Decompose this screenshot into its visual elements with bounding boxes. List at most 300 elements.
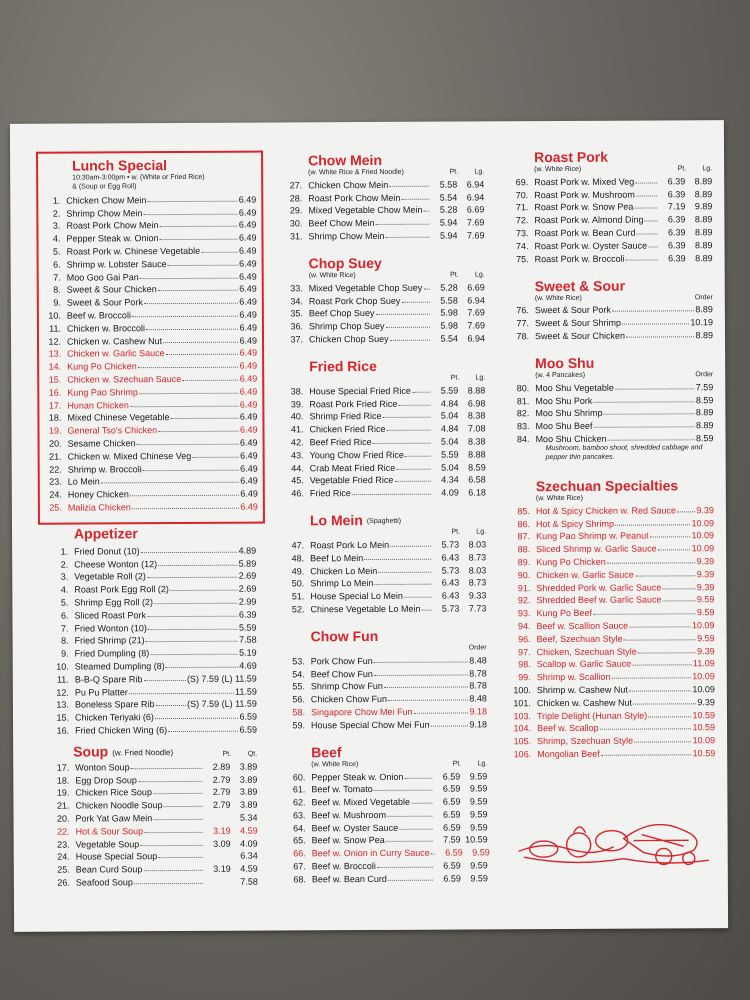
leader-dots (163, 341, 238, 342)
leader-dots (635, 575, 696, 576)
item-name: Sweet & Sour Pork (534, 305, 611, 316)
item-price: 6.49 (238, 194, 257, 205)
item-number: 91. (517, 582, 531, 593)
menu-item-row[interactable] (273, 305, 485, 319)
section-subheader (275, 759, 487, 769)
item-name: Boneless Spare Rib (74, 699, 155, 710)
leader-dots (144, 832, 202, 833)
item-price-large: 8.38 (468, 436, 486, 447)
sweet-sour-section (499, 277, 713, 342)
leader-dots (658, 549, 691, 550)
menu-item-row[interactable] (40, 823, 258, 837)
item-name: Sliced Roast Pork (74, 609, 147, 621)
leader-dots (650, 537, 691, 538)
menu-item-row[interactable] (275, 678, 487, 692)
item-price: 6.49 (238, 219, 257, 231)
item-number: 25. (49, 502, 62, 513)
item-price: 8.89 (695, 330, 714, 341)
section-sub: (w. 4 Pancakes) (535, 371, 586, 380)
menu-item-row[interactable] (274, 562, 486, 576)
menu-item-row[interactable] (498, 212, 712, 226)
menu-item-row[interactable] (499, 302, 713, 316)
menu-item-row[interactable] (274, 588, 486, 602)
menu-item-row[interactable] (501, 643, 715, 657)
item-name: Beef w. Mushroom (311, 809, 387, 821)
item-number: 24. (49, 489, 62, 500)
menu-item-row[interactable] (501, 669, 715, 683)
menu-item-row[interactable] (276, 819, 488, 833)
menu-item-row[interactable] (273, 279, 485, 293)
menu-item-row[interactable] (274, 485, 486, 499)
menu-item-row[interactable] (39, 268, 257, 282)
menu-item-row[interactable] (39, 371, 257, 385)
leader-dots (132, 508, 239, 510)
fried-rice-section (273, 357, 486, 498)
menu-item-row[interactable] (274, 537, 486, 551)
menu-item-row[interactable] (39, 422, 257, 436)
menu-item-row[interactable] (40, 874, 258, 888)
item-price: 2.69 (238, 570, 257, 582)
menu-item-row[interactable] (40, 861, 258, 875)
menu-item-row[interactable] (501, 694, 715, 708)
menu-item-row[interactable] (274, 459, 486, 473)
item-name: Scallop w. Garlic Sauce (536, 658, 632, 670)
item-name: Beef w. Scallion Sauce (536, 620, 629, 632)
item-number: 19. (48, 425, 62, 436)
item-name: Triple Delight (Hunan Style) (536, 710, 648, 721)
item-price-small: 2.89 (212, 761, 231, 772)
right-column (498, 148, 715, 759)
menu-item-row[interactable] (499, 379, 713, 393)
leader-dots (147, 615, 238, 616)
item-name: Roast Pork Chow Mein (308, 192, 401, 203)
menu-item-row[interactable] (275, 652, 487, 666)
item-price: 11.09 (692, 658, 715, 669)
item-price-large: 9.33 (468, 590, 487, 601)
menu-item-row[interactable] (275, 794, 487, 808)
menu-item-row[interactable] (39, 384, 257, 398)
menu-item-row[interactable] (39, 810, 257, 824)
menu-item-row[interactable] (39, 294, 257, 308)
leader-dots (130, 495, 239, 497)
item-name: Beef w. Tomato (311, 784, 373, 795)
menu-item-row[interactable] (272, 215, 484, 229)
item-number: 78. (516, 331, 530, 342)
item-name: House Special Lo Mein (310, 590, 403, 602)
item-name: Sweet & Sour Shrimp (534, 317, 622, 329)
item-name: Mixed Vegetable Chow Mein (308, 205, 423, 216)
menu-item-row[interactable] (274, 434, 486, 448)
menu-item-row[interactable] (501, 745, 715, 759)
menu-item-row[interactable] (40, 448, 258, 462)
menu-item-row[interactable] (40, 473, 258, 487)
item-price-large: 8.03 (468, 539, 487, 550)
menu-item-row[interactable] (39, 658, 257, 672)
menu-item-row[interactable] (39, 722, 257, 736)
item-number: 53. (292, 656, 305, 667)
menu-item-row[interactable] (38, 581, 256, 595)
menu-item-row[interactable] (500, 605, 714, 619)
menu-item-row[interactable] (500, 579, 714, 593)
item-price-large: 8.89 (694, 239, 713, 251)
menu-item-row[interactable] (273, 318, 485, 332)
menu-item-row[interactable] (39, 396, 257, 410)
leader-dots (164, 806, 203, 807)
menu-item-row[interactable] (39, 683, 257, 697)
spacer (404, 168, 432, 177)
menu-item-row[interactable] (276, 870, 488, 884)
item-number: 5. (60, 597, 69, 608)
item-number: 5. (53, 246, 61, 257)
leader-dots (147, 577, 238, 578)
item-name: Fried Donut (10) (74, 545, 140, 557)
item-price-large: 7.69 (466, 230, 485, 241)
item-name: Roast Pork Chow Mein (66, 220, 159, 231)
section-title: Chop Suey (308, 254, 382, 272)
leader-dots (414, 712, 469, 713)
item-price: 9.18 (469, 706, 487, 717)
item-name: Shrimp w. Lobster Sauce (66, 258, 167, 270)
menu-item-row[interactable] (39, 332, 257, 346)
item-price-small: 7.19 (667, 201, 686, 212)
menu-item-row[interactable] (272, 176, 484, 190)
menu-item-row[interactable] (272, 189, 484, 203)
item-name: Chicken w. Garlic Sauce (536, 569, 634, 580)
menu-item-row[interactable] (40, 835, 258, 849)
item-price: 10.09 (691, 517, 715, 528)
item-price-small: 6.39 (667, 188, 686, 200)
menu-item-row[interactable] (275, 703, 487, 717)
item-price-large: 9.59 (470, 873, 488, 884)
menu-item-row[interactable] (274, 446, 486, 460)
menu-item-row[interactable] (501, 707, 715, 721)
section-sub: (w. White Rice & Fried Noodle) (308, 168, 404, 177)
leader-dots (405, 455, 431, 456)
menu-item-row[interactable] (500, 566, 714, 580)
col-header-small: Pt. (450, 374, 460, 382)
leader-dots (375, 224, 429, 225)
menu-item-row[interactable] (500, 515, 714, 529)
menu-item-row[interactable] (39, 759, 257, 773)
menu-item-row[interactable] (39, 709, 257, 723)
item-name: Moo Shu Chicken (535, 433, 607, 445)
leader-dots (608, 439, 695, 440)
leader-dots (143, 469, 239, 471)
item-name: Beef Lo Mein (310, 552, 364, 564)
menu-item-row[interactable] (498, 199, 712, 213)
col-header-small: Pt. (451, 528, 461, 536)
menu-item-row[interactable] (38, 204, 256, 218)
item-price-small: 5.98 (440, 320, 458, 331)
menu-item-row[interactable] (39, 358, 257, 372)
item-name: Kung Po Chicken (67, 361, 137, 372)
item-price: 9.18 (469, 719, 488, 730)
menu-item-row[interactable] (501, 720, 715, 734)
menu-item-row[interactable] (273, 395, 485, 409)
menu-item-row[interactable] (39, 771, 257, 785)
menu-item-row[interactable] (501, 630, 715, 644)
item-number: 60. (292, 771, 306, 782)
menu-item-row[interactable] (501, 681, 715, 695)
item-name: Mixed Chinese Vegetable (67, 412, 170, 423)
menu-item-row[interactable] (273, 331, 485, 345)
menu-item-row[interactable] (275, 691, 487, 705)
item-price-small: 5.59 (441, 449, 459, 460)
item-number: 70. (515, 189, 529, 200)
item-name: Pork Yat Gaw Mein (75, 813, 153, 824)
leader-dots (622, 323, 689, 324)
menu-item-row[interactable] (40, 848, 258, 862)
menu-item-row[interactable] (38, 555, 256, 569)
menu-sheet (10, 120, 728, 932)
item-price-small: 6.59 (443, 873, 461, 884)
leader-dots (431, 725, 469, 726)
item-price-small: 6.39 (667, 240, 686, 251)
item-price-small: 5.98 (440, 307, 458, 318)
menu-item-row[interactable] (40, 460, 258, 474)
item-price: 6.49 (239, 411, 258, 423)
item-name: Moo Shu Beef (535, 420, 593, 432)
item-price-large: 8.38 (467, 410, 486, 421)
item-number: 49. (291, 565, 305, 576)
item-price-small: 5.54 (439, 192, 458, 203)
item-price: 6.49 (239, 360, 258, 371)
section-subheader (499, 370, 713, 380)
menu-item-row[interactable] (500, 617, 714, 631)
spacer (356, 271, 433, 280)
menu-item-row[interactable] (272, 228, 484, 242)
menu-item-row[interactable] (500, 592, 714, 606)
item-number: 56. (292, 694, 305, 705)
menu-item-row[interactable] (276, 858, 488, 872)
section-header (273, 254, 485, 271)
menu-item-row[interactable] (38, 619, 256, 633)
menu-item-row[interactable] (272, 202, 484, 216)
item-price-large: 7.69 (467, 320, 485, 331)
item-name: Mixed Vegetable Chop Suey (308, 282, 423, 294)
item-price-large: 8.89 (694, 214, 713, 225)
menu-item-row[interactable] (499, 250, 713, 264)
item-name: Shrimp, Szechuan Style (537, 735, 634, 747)
menu-item-row[interactable] (40, 499, 258, 513)
menu-item-row[interactable] (275, 768, 487, 782)
item-name: Pu Pu Platter (74, 686, 128, 698)
leader-dots (166, 354, 239, 355)
menu-item-row[interactable] (39, 281, 257, 295)
item-name: Honey Chicken (67, 489, 129, 500)
section-subheader (273, 270, 485, 280)
item-price-small: 3.19 (213, 825, 231, 836)
item-name: Moo Shu Vegetable (535, 382, 614, 393)
spacer (581, 164, 660, 173)
item-number: 61. (292, 784, 306, 795)
vegetable-illustration-icon (513, 810, 713, 871)
item-number: 90. (517, 569, 531, 580)
item-price: 9.39 (696, 581, 715, 592)
item-number: 6. (53, 259, 61, 270)
menu-item-row[interactable] (499, 392, 713, 406)
item-number: 10. (48, 310, 61, 321)
menu-item-row[interactable] (38, 192, 256, 206)
menu-item-row[interactable] (38, 568, 256, 582)
menu-item-row[interactable] (273, 292, 485, 306)
menu-item-row[interactable] (39, 256, 257, 270)
item-price: 4.69 (239, 660, 257, 671)
spacer (309, 374, 433, 384)
menu-item-row[interactable] (275, 781, 487, 795)
item-number: 46. (291, 488, 304, 499)
item-name: Chicken w. Garlic Sauce (67, 348, 165, 359)
item-price: 6.49 (239, 386, 258, 397)
roast-pork-section (498, 148, 713, 264)
menu-item-row[interactable] (39, 671, 257, 685)
menu-item-row[interactable] (500, 553, 714, 567)
menu-item-row[interactable] (498, 224, 712, 238)
item-price-small: 3.09 (213, 838, 231, 849)
section-title: Szechuan Specialties (535, 477, 679, 495)
menu-item-row[interactable] (276, 832, 488, 846)
menu-item-row[interactable] (273, 421, 485, 435)
item-number: 4. (60, 584, 69, 595)
item-name: Roast Pork Chop Suey (308, 295, 401, 306)
item-price: 8.59 (695, 394, 714, 405)
menu-item-row[interactable] (39, 409, 257, 423)
menu-item-row[interactable] (38, 543, 256, 557)
menu-item-row[interactable] (275, 806, 487, 820)
menu-item-row[interactable] (39, 784, 257, 798)
leader-dots (603, 414, 694, 415)
menu-item-row[interactable] (500, 528, 714, 542)
menu-item-row[interactable] (38, 217, 256, 231)
menu-item-row[interactable] (39, 320, 257, 334)
section-sub: (w. White Rice) (535, 494, 583, 503)
item-price-large: 9.59 (469, 783, 488, 794)
item-number: 11. (56, 674, 69, 685)
item-name: House Special Soup (75, 851, 158, 862)
item-name: Chicken Chow Fun (310, 694, 387, 705)
item-price: 9.39 (696, 504, 714, 516)
section-subheader (272, 167, 484, 177)
menu-item-row[interactable] (275, 716, 487, 730)
menu-item-row[interactable] (38, 594, 256, 608)
item-price: 6.49 (239, 271, 257, 282)
item-price-small: 5.04 (441, 436, 459, 447)
menu-item-row[interactable] (39, 645, 257, 659)
item-price-large: 8.89 (694, 227, 713, 238)
item-name: Kung Pao Shrimp w. Peanut (536, 530, 649, 542)
item-name: Hot & Spicy Shrimp (535, 518, 615, 529)
menu-item-row[interactable] (39, 307, 257, 321)
menu-item-row[interactable] (39, 345, 257, 359)
menu-item-row[interactable] (39, 243, 257, 257)
leader-dots (384, 687, 468, 688)
menu-item-row[interactable] (39, 797, 257, 811)
menu-item-row[interactable] (274, 549, 486, 563)
menu-item-row[interactable] (40, 486, 258, 500)
item-name: Moo Goo Gai Pan (66, 271, 139, 283)
menu-item-row[interactable] (274, 601, 486, 615)
leader-dots (677, 511, 695, 512)
item-name: Pepper Steak w. Onion (66, 233, 159, 244)
item-price: 6.49 (238, 207, 257, 218)
item-name: Kung Pao Shrimp (67, 386, 138, 398)
item-number: 39. (290, 398, 304, 409)
leader-dots (170, 590, 238, 591)
leader-dots (388, 880, 433, 881)
leader-dots (382, 417, 430, 418)
item-price-small: 5.73 (441, 603, 460, 614)
menu-item-row[interactable] (498, 173, 712, 187)
leader-dots (389, 185, 429, 186)
menu-item-row[interactable] (499, 418, 713, 432)
item-price: 10.59 (692, 709, 716, 720)
item-number: 23. (57, 839, 70, 850)
item-name: Chicken Chow Mein (308, 179, 389, 191)
menu-item-row[interactable] (39, 632, 257, 646)
leader-dots (423, 288, 429, 289)
menu-item-row[interactable] (273, 382, 485, 396)
menu-item-row[interactable] (275, 665, 487, 679)
menu-item-row[interactable] (498, 237, 712, 251)
menu-item-row[interactable] (501, 656, 715, 670)
menu-item-row[interactable] (500, 430, 714, 444)
leader-dots (101, 482, 239, 484)
menu-item-row[interactable] (40, 435, 258, 449)
leader-dots (615, 388, 695, 389)
leader-dots (132, 316, 238, 318)
item-name: Chicken w. Szechuan Sauce (67, 373, 182, 385)
item-number: 26. (57, 877, 70, 888)
item-price-small: 5.59 (440, 385, 459, 396)
menu-item-row[interactable] (38, 607, 256, 621)
item-number: 69. (515, 176, 529, 188)
item-price: 6.49 (240, 463, 258, 474)
menu-item-row[interactable] (276, 845, 488, 859)
menu-item-row[interactable] (500, 541, 714, 555)
item-number: 105. (513, 736, 532, 747)
menu-item-row[interactable] (498, 186, 712, 200)
leader-dots (144, 303, 238, 304)
item-price-small: 5.58 (440, 295, 458, 306)
leader-dots (648, 716, 691, 717)
leader-dots (147, 200, 237, 201)
menu-item-row[interactable] (499, 405, 713, 419)
menu-item-row[interactable] (499, 327, 713, 341)
spacer (582, 293, 695, 303)
spacer (585, 370, 695, 380)
lunch-special-box (36, 151, 265, 525)
leader-dots (373, 443, 431, 444)
soup-list (39, 759, 258, 888)
item-price: 8.89 (695, 407, 714, 418)
menu-item-row[interactable] (39, 696, 257, 710)
menu-item-row[interactable] (274, 472, 486, 486)
item-price-large: 7.58 (240, 876, 258, 887)
item-price: 10.09 (692, 684, 715, 695)
leader-dots (130, 405, 239, 407)
section-title: Roast Pork (534, 148, 609, 166)
menu-item-row[interactable] (38, 230, 256, 244)
menu-item-row[interactable] (499, 315, 713, 329)
menu-item-row[interactable] (501, 732, 715, 746)
menu-item-row[interactable] (274, 575, 486, 589)
menu-item-row[interactable] (273, 408, 485, 422)
leader-dots (401, 301, 429, 302)
item-price-large: 7.08 (467, 423, 486, 434)
leader-dots (182, 380, 238, 381)
leader-dots (632, 665, 692, 666)
menu-item-row[interactable] (500, 502, 714, 516)
